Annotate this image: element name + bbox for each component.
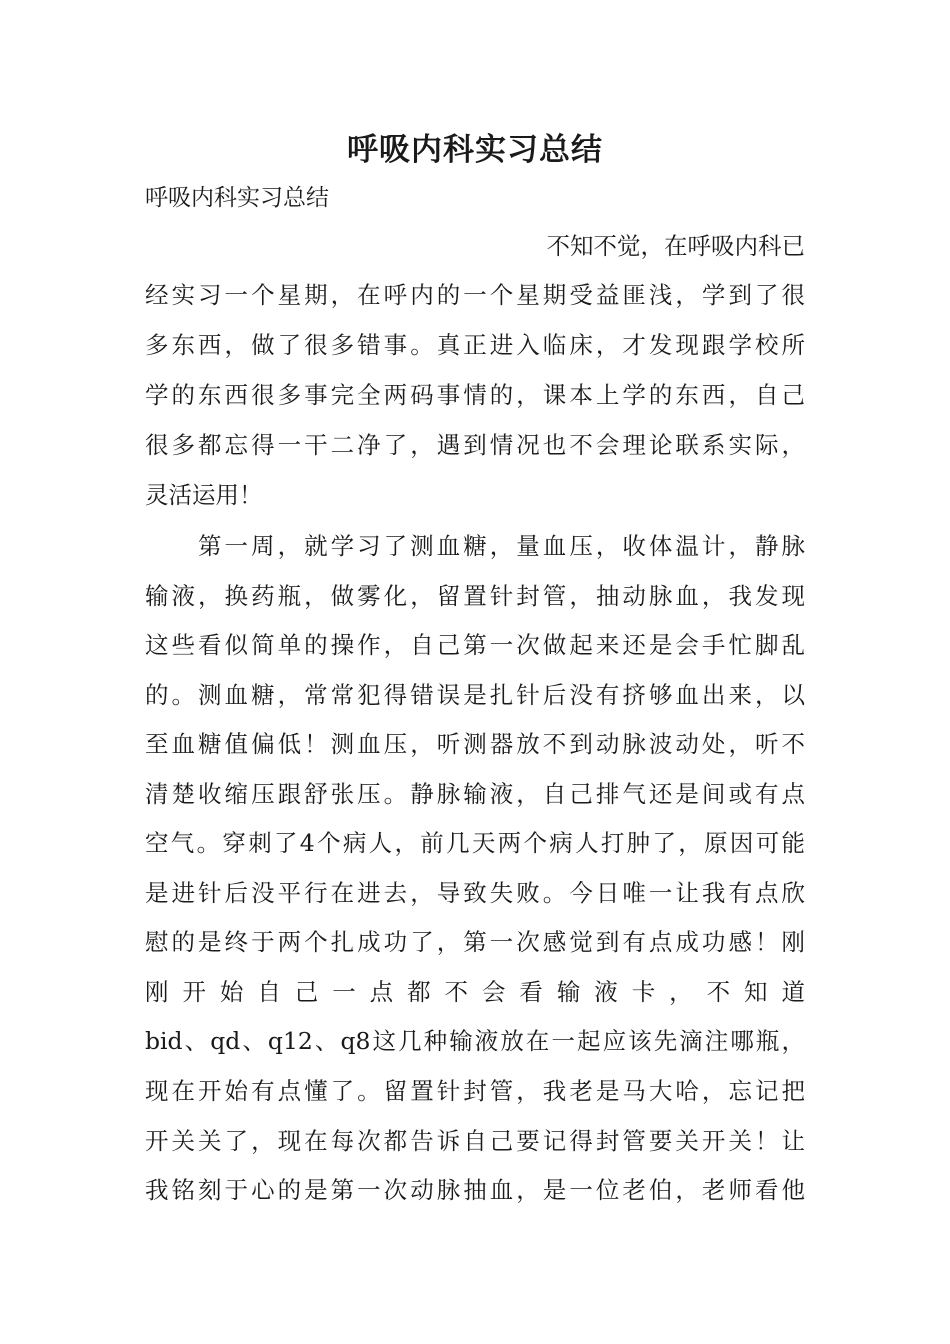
body-line: 清楚收缩压跟舒张压。静脉输液，自己排气还是间或有点 — [145, 780, 805, 808]
body-line: 输液，换药瓶，做雾化，留置针封管，抽动脉血，我发现 — [145, 582, 805, 610]
body-line: 很多都忘得一干二净了，遇到情况也不会理论联系实际， — [145, 431, 805, 459]
body-line: 经实习一个星期，在呼内的一个星期受益匪浅，学到了很 — [145, 281, 805, 309]
body-line: 多东西，做了很多错事。真正进入临床，才发现跟学校所 — [145, 331, 805, 359]
body-line: 学的东西很多事完全两码事情的，课本上学的东西，自己 — [145, 381, 805, 409]
body-line: 我铭刻于心的是第一次动脉抽血，是一位老伯，老师看他 — [145, 1176, 805, 1204]
body-line: 的。测血糖，常常犯得错误是扎针后没有挤够血出来，以 — [145, 681, 805, 709]
body-line: 灵活运用！ — [145, 481, 263, 509]
body-line: 开关关了，现在每次都告诉自己要记得封管要关开关！让 — [145, 1127, 805, 1155]
document-subtitle: 呼吸内科实习总结 — [145, 185, 329, 211]
body-line: bid、qd、q12、q8这几种输液放在一起应该先滴注哪瓶， — [145, 1027, 805, 1055]
body-line: 刚 开 始 自 己 一 点 都 不 会 看 输 液 卡 ， 不 知 道 — [145, 978, 805, 1006]
body-line: 慰的是终于两个扎成功了，第一次感觉到有点成功感！刚 — [145, 928, 805, 956]
body-line: 至血糖值偏低！测血压，听测器放不到动脉波动处，听不 — [145, 730, 805, 758]
body-line: 这些看似简单的操作，自己第一次做起来还是会手忙脚乱 — [145, 631, 805, 659]
body-line: 是进针后没平行在进去，导致失败。今日唯一让我有点欣 — [145, 879, 805, 907]
body-line: 不知不觉，在呼吸内科已 — [546, 232, 805, 260]
body-line: 现在开始有点懂了。留置针封管，我老是马大哈，忘记把 — [145, 1077, 805, 1105]
body-line: 空气。穿刺了4个病人，前几天两个病人打肿了，原因可能 — [145, 829, 805, 857]
document-title: 呼吸内科实习总结 — [347, 132, 603, 168]
body-line: 第一周，就学习了测血糖，量血压，收体温计，静脉 — [198, 532, 805, 560]
